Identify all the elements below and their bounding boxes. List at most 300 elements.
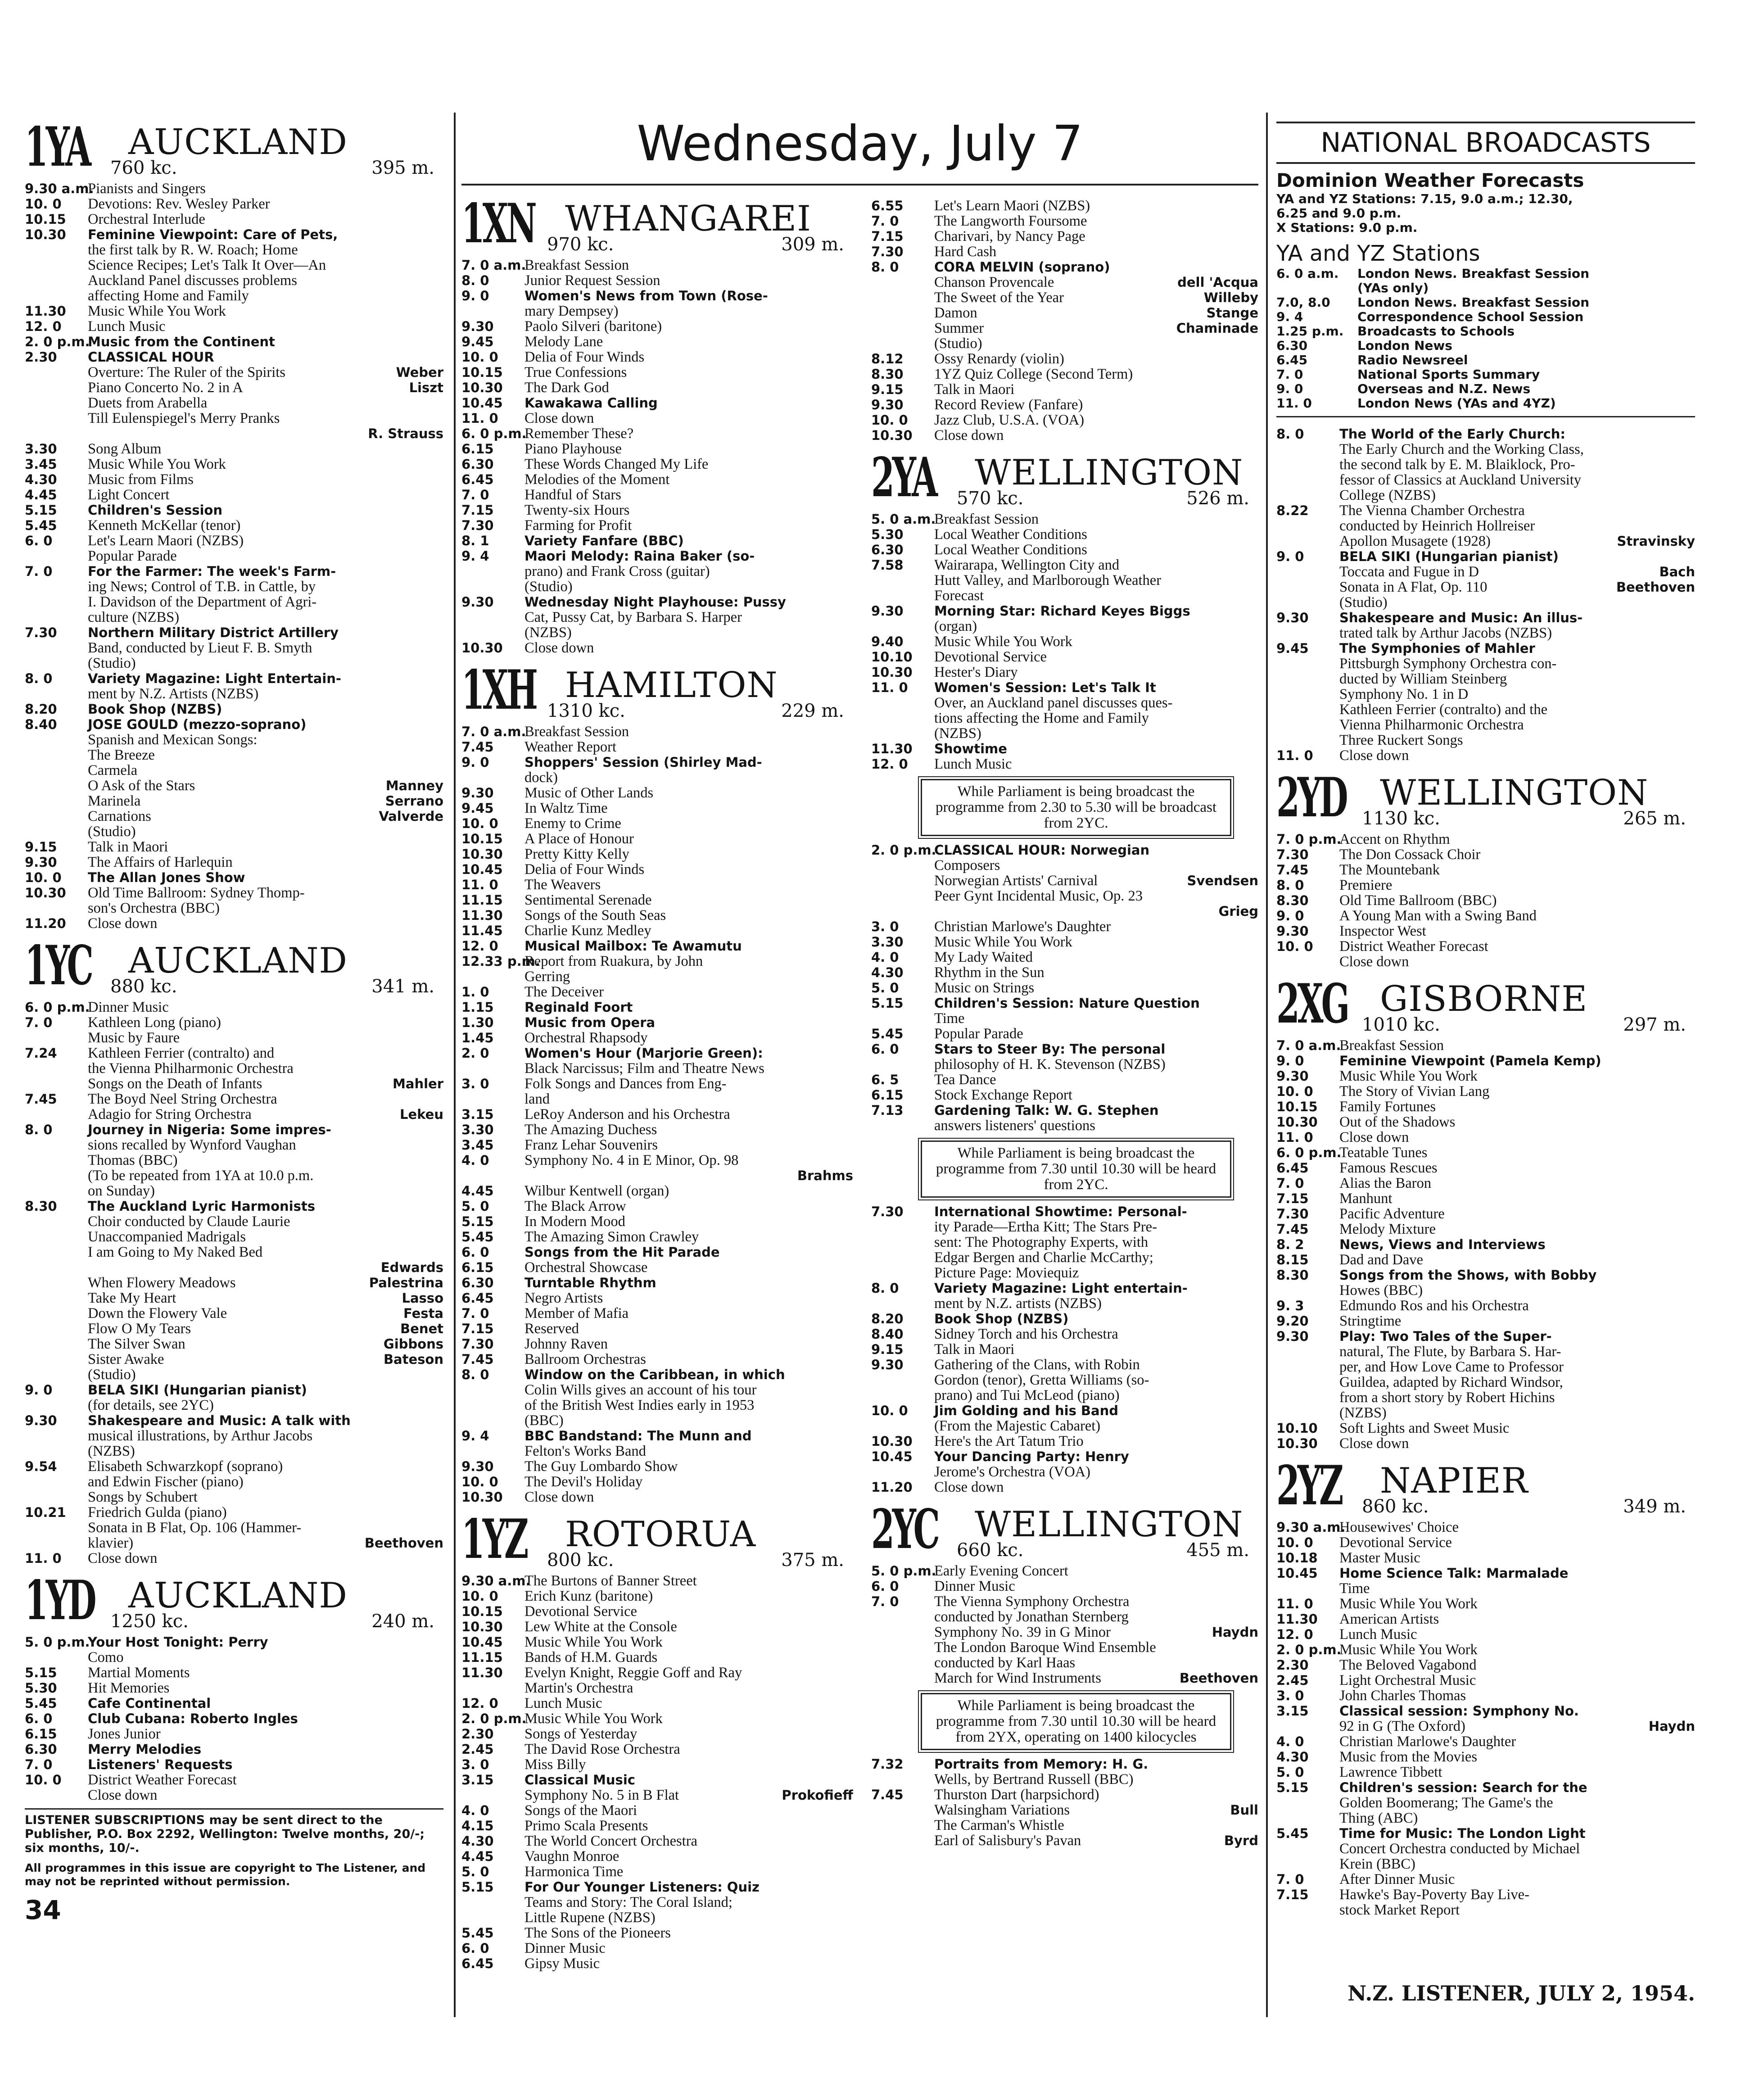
- time-label: 10. 0: [1276, 939, 1313, 954]
- s1xh-line: [461, 1398, 853, 1413]
- programme-text: 92 in G (The Oxford): [1339, 1719, 1465, 1734]
- programme-text: Hutt Valley, and Marlborough Weather: [934, 573, 1162, 588]
- programme-text: Thomas (BBC): [88, 1153, 178, 1168]
- time-label: 4.45: [461, 1183, 494, 1199]
- s1xh-line: [461, 1045, 853, 1061]
- time-label: 10.10: [871, 649, 913, 665]
- s2ya-line: [871, 1265, 1258, 1281]
- s1xn-line: [461, 457, 853, 472]
- programme-text: Paolo Silveri (baritone): [525, 319, 662, 334]
- station-header: [1276, 766, 1695, 830]
- programme-text: fessor of Classics at Auckland University: [1339, 472, 1582, 488]
- s2ya-line: [871, 842, 1258, 858]
- s2xg-line: [1276, 1237, 1695, 1252]
- station-header: [461, 658, 853, 722]
- time-label: 10. 0: [25, 1772, 62, 1788]
- time-label: 9. 3: [1276, 1298, 1304, 1313]
- time-label: 9.20: [1276, 1313, 1309, 1329]
- time-label: 11.30: [461, 908, 503, 923]
- station-block: [1276, 1454, 1695, 1918]
- programme-text: Talk in Maori: [934, 382, 1015, 397]
- s1xn-line: [461, 502, 853, 518]
- time-label: 9.54: [25, 1459, 57, 1474]
- s2ya-line: [871, 873, 1258, 888]
- programme-text: (To be repeated from 1YA at 10.0 p.m.: [88, 1168, 314, 1183]
- programme-text: London News. Breakfast Session: [1357, 266, 1590, 281]
- composer-name: Lasso: [402, 1290, 443, 1306]
- s_nat-line: [1276, 595, 1695, 610]
- time-label: 4.30: [871, 965, 904, 980]
- s1ya-line: [25, 181, 443, 196]
- time-label: 6.45: [1276, 353, 1308, 367]
- programme-text: March for Wind Instruments: [934, 1670, 1101, 1686]
- time-label: 8.30: [1276, 1267, 1309, 1283]
- time-label: 11. 0: [1276, 1596, 1313, 1611]
- programme-text: Music While You Work: [934, 934, 1072, 950]
- s2yz-line: [1276, 1611, 1695, 1627]
- programme-text: London News: [1357, 338, 1452, 353]
- time-label: 4.45: [25, 487, 57, 502]
- programme-text: Melodies of the Moment: [525, 472, 670, 487]
- programme-text: Close down: [934, 428, 1004, 443]
- composer-name: Brahms: [797, 1168, 853, 1183]
- programme-text: conducted by Jonathan Sternberg: [934, 1609, 1129, 1625]
- time-label: 9.30: [1276, 610, 1309, 625]
- programme-text: Pretty Kitty Kelly: [525, 846, 629, 862]
- time-label: 10.30: [1276, 1436, 1318, 1451]
- s1xn-line: [461, 258, 853, 273]
- s2yz-line: [1276, 1719, 1695, 1734]
- station-city: WHANGAREI: [565, 199, 811, 239]
- station-wavelength: 265 m.: [1623, 808, 1686, 829]
- programme-text: Soft Lights and Sweet Music: [1339, 1421, 1510, 1436]
- programme-text: Symphony No. 5 in B Flat: [525, 1788, 679, 1803]
- s1yz-line: [461, 1726, 853, 1742]
- station-city: NAPIER: [1380, 1461, 1528, 1501]
- programme-text: Music While You Work: [525, 1711, 663, 1726]
- programme-text: The World Concert Orchestra: [525, 1833, 697, 1849]
- s2yc-line: [871, 1625, 1258, 1640]
- s_nat-line: [1276, 488, 1695, 503]
- station-header: [1276, 1454, 1695, 1518]
- programme-text: Gardening Talk: W. G. Stephen: [934, 1103, 1159, 1118]
- programme-text: Weather Report: [525, 739, 617, 755]
- programme-text: Sidney Torch and his Orchestra: [934, 1326, 1118, 1342]
- station-frequency: 1010 kc.: [1362, 1014, 1440, 1035]
- s2yz-line: [1276, 1902, 1695, 1918]
- programme-text: Orchestral Interlude: [88, 212, 205, 227]
- time-label: 9. 4: [461, 548, 489, 564]
- s1yd-line: [25, 1680, 443, 1696]
- station-header: [461, 1507, 853, 1571]
- s_nat-line: [1276, 687, 1695, 702]
- s2ya-line: [871, 557, 1258, 573]
- time-label: 5. 0 p.m.: [25, 1634, 90, 1650]
- subscriptions-note: LISTENER SUBSCRIPTIONS may be sent direct to the Publisher, P.O. Box 2292, Wellington: Twelve months, 20/-; six months, 10/-.: [25, 1808, 443, 1855]
- programme-text: Premiere: [1339, 878, 1393, 893]
- time-label: 7.13: [871, 1103, 904, 1118]
- time-label: 6.30: [1276, 338, 1308, 353]
- s2xg-line: [1276, 1176, 1695, 1191]
- s2yd-line: [1276, 878, 1695, 893]
- s1ya-line: [25, 824, 443, 839]
- time-label: 7.30: [461, 1336, 494, 1352]
- s1xh-line: [461, 724, 853, 739]
- programme-text: Franz Lehar Souvenirs: [525, 1137, 658, 1153]
- programme-text: Auckland Panel discusses problems: [88, 273, 297, 288]
- station-block: [25, 1569, 443, 1803]
- s1xn-line: [461, 564, 853, 579]
- programme-text: Marinela: [88, 793, 141, 809]
- programme-text: Tea Dance: [934, 1072, 996, 1087]
- programme-text: Erich Kunz (baritone): [525, 1589, 653, 1604]
- time-label: 6. 0: [25, 533, 53, 548]
- s2yc-line: [871, 1756, 1258, 1772]
- s1yz-line: [461, 1910, 853, 1925]
- time-label: 4.30: [1276, 1749, 1309, 1765]
- programme-text: Time: [934, 1011, 965, 1026]
- programme-text: Maori Melody: Raina Baker (so-: [525, 548, 755, 564]
- weather-line: 6.25 and 9.0 p.m.: [1276, 206, 1402, 221]
- time-label: 9.30: [871, 1357, 904, 1372]
- programme-text: Edgar Bergen and Charlie McCarthy;: [934, 1250, 1153, 1265]
- programme-text: The Silver Swan: [88, 1336, 185, 1352]
- s_nat-line: [1276, 457, 1695, 472]
- s1xh-line: [461, 785, 853, 801]
- station-city: ROTORUA: [565, 1514, 756, 1555]
- time-label: 5. 0: [461, 1864, 489, 1879]
- s1yc-line: [25, 1168, 443, 1183]
- time-label: 10.45: [461, 862, 503, 877]
- programme-text: Toccata and Fugue in D: [1339, 564, 1479, 579]
- s2xg-line: [1276, 1421, 1695, 1436]
- s1yd-line: [25, 1650, 443, 1665]
- s1yz_cont-line: [871, 367, 1258, 382]
- programme-text: Devotions: Rev. Wesley Parker: [88, 196, 270, 212]
- s1yc-line: [25, 1428, 443, 1444]
- s1xh-line: [461, 892, 853, 908]
- programme-text: Kenneth McKellar (tenor): [88, 518, 241, 533]
- s2yz-line: [1276, 1841, 1695, 1856]
- programme-text: Musical Mailbox: Te Awamutu: [525, 938, 742, 954]
- s2ya-line: [871, 1041, 1258, 1057]
- programme-text: These Words Changed My Life: [525, 457, 709, 472]
- programme-text: culture (NZBS): [88, 610, 180, 625]
- programme-text: Thing (ABC): [1339, 1810, 1418, 1826]
- schedule-line: [1276, 382, 1695, 396]
- time-label: 9.45: [461, 801, 494, 816]
- s1xn-line: [461, 365, 853, 380]
- s1xn-line: [461, 349, 853, 365]
- programme-text: The Devil's Holiday: [525, 1474, 643, 1489]
- time-label: 8. 0: [461, 273, 489, 288]
- programme-text: Symphony No. 1 in D: [1339, 687, 1469, 702]
- composer-name: Bach: [1659, 564, 1695, 579]
- s1xh-line: [461, 1321, 853, 1336]
- s1xh-line: [461, 954, 853, 969]
- programme-text: LeRoy Anderson and his Orchestra: [525, 1107, 730, 1122]
- s1yc-line: [25, 1229, 443, 1245]
- s_nat-line: [1276, 717, 1695, 733]
- time-label: 10.45: [1276, 1566, 1318, 1581]
- programme-text: Wilbur Kentwell (organ): [525, 1183, 669, 1199]
- s1xh-line: [461, 1413, 853, 1428]
- s1yc-line: [25, 1107, 443, 1122]
- time-label: 12. 0: [1276, 1627, 1313, 1642]
- programme-text: The Langworth Foursome: [934, 213, 1087, 229]
- s2xg-line: [1276, 1130, 1695, 1145]
- time-label: 7.32: [871, 1756, 904, 1772]
- s2yd-line: [1276, 954, 1695, 969]
- station-wavelength: 349 m.: [1623, 1496, 1686, 1517]
- programme-text: (Studio): [88, 656, 136, 671]
- s1yz-line: [461, 1925, 853, 1941]
- s1yc-line: [25, 1061, 443, 1076]
- s1xh-line: [461, 1474, 853, 1489]
- programme-text: Hawke's Bay-Poverty Bay Live-: [1339, 1887, 1529, 1902]
- s2ya-line: [871, 1434, 1258, 1449]
- s1xn-line: [461, 319, 853, 334]
- date-heading: Wednesday, July 7: [637, 116, 1083, 172]
- programme-text: Bands of H.M. Guards: [525, 1650, 658, 1665]
- s1xn-line: [461, 518, 853, 533]
- station-code: 1YA: [25, 115, 89, 179]
- s2ya-line: [871, 904, 1258, 919]
- programme-text: Club Cubana: Roberto Ingles: [88, 1711, 298, 1726]
- programme-text: Close down: [525, 640, 594, 656]
- s1yc-line: [25, 1091, 443, 1107]
- programme-text: (BBC): [525, 1413, 564, 1428]
- programme-text: Music by Faure: [88, 1030, 180, 1045]
- s1xh-line: [461, 1153, 853, 1168]
- programme-text: Songs from the Shows, with Bobby: [1339, 1267, 1597, 1283]
- s2ya-line: [871, 1103, 1258, 1118]
- time-label: 5.45: [1276, 1826, 1309, 1841]
- programme-text: Earl of Salisbury's Pavan: [934, 1833, 1081, 1848]
- time-label: 10.45: [461, 1634, 503, 1650]
- time-label: 5.45: [25, 518, 57, 533]
- time-label: 8. 0: [1276, 878, 1304, 893]
- time-label: 9.30 a.m.: [25, 181, 94, 196]
- programme-text: JOSE GOULD (mezzo-soprano): [88, 717, 307, 732]
- weather-line: X Stations: 9.0 p.m.: [1276, 220, 1418, 235]
- s_nat-line: [1276, 549, 1695, 564]
- s1ya-line: [25, 747, 443, 763]
- programme-text: Lunch Music: [88, 319, 166, 334]
- s1yc-line: [25, 1352, 443, 1367]
- time-label: 12. 0: [461, 1696, 498, 1711]
- station-wavelength: 395 m.: [371, 158, 434, 178]
- programme-text: The Sons of the Pioneers: [525, 1925, 671, 1941]
- station-wavelength: 240 m.: [371, 1611, 434, 1632]
- time-label: 7. 0 p.m.: [1276, 832, 1342, 847]
- programme-text: prano) and Frank Cross (guitar): [525, 564, 710, 579]
- time-label: 7.45: [1276, 862, 1309, 878]
- time-label: 6. 5: [871, 1072, 899, 1087]
- time-label: 7.30: [1276, 847, 1309, 862]
- s1ya-line: [25, 702, 443, 717]
- ya-yz-schedule: [1276, 267, 1695, 411]
- s1yd-line: [25, 1757, 443, 1772]
- time-label: 6. 0: [25, 1711, 53, 1726]
- time-label: 9.45: [1276, 641, 1309, 656]
- time-label: 11.30: [461, 1665, 503, 1680]
- time-label: 6.55: [871, 198, 904, 213]
- programme-text: Close down: [525, 1489, 594, 1505]
- station-frequency: 800 kc.: [547, 1550, 614, 1570]
- time-label: 10.45: [871, 1449, 913, 1464]
- programme-text: The London Baroque Wind Ensemble: [934, 1640, 1156, 1655]
- s1xh-line: [461, 862, 853, 877]
- s1yz_cont-line: [871, 275, 1258, 290]
- s1yc-line: [25, 1474, 443, 1489]
- s2ya-line: [871, 1357, 1258, 1372]
- s1xh-line: [461, 908, 853, 923]
- s2yz-line: [1276, 1872, 1695, 1887]
- s1ya-line: [25, 671, 443, 686]
- s2ya-line: [871, 527, 1258, 542]
- programme-text: The Beloved Vagabond: [1339, 1657, 1477, 1673]
- s2yz-line: [1276, 1765, 1695, 1780]
- time-label: 11.20: [871, 1480, 913, 1495]
- s2xg-line: [1276, 1283, 1695, 1298]
- time-label: 10. 0: [25, 870, 62, 885]
- s2ya-line: [871, 756, 1258, 772]
- time-label: 2. 0: [461, 1045, 489, 1061]
- s2ya-line: [871, 980, 1258, 996]
- s2yz-line: [1276, 1749, 1695, 1765]
- programme-text: Sister Awake: [88, 1352, 164, 1367]
- time-label: 9. 0: [461, 755, 489, 770]
- programme-text: Close down: [1339, 1436, 1409, 1451]
- s_nat-line: [1276, 671, 1695, 687]
- s1xn-line: [461, 303, 853, 319]
- station-block: [1276, 426, 1695, 763]
- time-label: 9.30: [461, 1459, 494, 1474]
- programme-text: Jerome's Orchestra (VOA): [934, 1464, 1090, 1480]
- programme-text: Walsingham Variations: [934, 1802, 1070, 1818]
- s1xn-line: [461, 395, 853, 411]
- programme-text: I am Going to My Naked Bed: [88, 1245, 263, 1260]
- programme-text: answers listeners' questions: [934, 1118, 1095, 1133]
- programme-text: 1YZ Quiz College (Second Term): [934, 367, 1133, 382]
- programme-text: Martin's Orchestra: [525, 1680, 633, 1696]
- time-label: 9. 4: [461, 1428, 489, 1444]
- composer-name: Valverde: [379, 809, 443, 824]
- programme-text: Delia of Four Winds: [525, 862, 645, 877]
- programme-text: Feminine Viewpoint: Care of Pets,: [88, 227, 338, 242]
- s1xh-line: [461, 1076, 853, 1091]
- programme-text: Music While You Work: [1339, 1068, 1478, 1084]
- programme-text: Music from Films: [88, 472, 194, 487]
- time-label: 12. 0: [25, 319, 62, 334]
- time-label: 9.15: [25, 839, 57, 855]
- s1xn-line: [461, 610, 853, 625]
- s2xg-line: [1276, 1053, 1695, 1068]
- s1yz-line: [461, 1711, 853, 1726]
- schedule-line: [1276, 396, 1695, 411]
- s_nat-line: [1276, 656, 1695, 671]
- time-label: 9. 0: [1276, 1053, 1304, 1068]
- s1yz-line: [461, 1833, 853, 1849]
- programme-text: Thurston Dart (harpsichord): [934, 1787, 1099, 1802]
- programme-text: Music While You Work: [88, 303, 226, 319]
- programme-text: Merry Melodies: [88, 1742, 202, 1757]
- s1yc-line: [25, 1199, 443, 1214]
- station-wavelength: 341 m.: [371, 976, 434, 997]
- s1xh-line: [461, 1306, 853, 1321]
- programme-text: The Deceiver: [525, 984, 604, 1000]
- programme-text: Songs of Yesterday: [525, 1726, 638, 1742]
- station-block: [1276, 972, 1695, 1451]
- programme-text: Classical Music: [525, 1772, 635, 1788]
- s2yz-line: [1276, 1734, 1695, 1749]
- programme-text: Close down: [88, 916, 158, 931]
- time-label: 3.30: [461, 1122, 494, 1137]
- programme-text: A Young Man with a Swing Band: [1339, 908, 1537, 923]
- programme-text: Manhunt: [1339, 1191, 1393, 1206]
- programme-text: mary Dempsey): [525, 303, 619, 319]
- time-label: 12. 0: [871, 756, 908, 772]
- programme-text: Norwegian Artists' Carnival: [934, 873, 1098, 888]
- s2xg-line: [1276, 1267, 1695, 1283]
- time-label: 8.20: [25, 702, 57, 717]
- programme-text: Shakespeare and Music: An illus-: [1339, 610, 1583, 625]
- time-label: 10. 0: [461, 816, 498, 831]
- time-label: 1.30: [461, 1015, 494, 1030]
- s2ya-line: [871, 1087, 1258, 1103]
- programme-text: Martial Moments: [88, 1665, 190, 1680]
- programme-text: Dinner Music: [525, 1941, 606, 1956]
- s2ya-line: [871, 680, 1258, 695]
- composer-name: Stange: [1206, 305, 1258, 321]
- time-label: 4. 0: [1276, 1734, 1304, 1749]
- s1xn-line: [461, 334, 853, 349]
- parliament-notice: While Parliament is being broadcast the programme from 2.30 to 5.30 will be broadcast from 2YC.: [921, 779, 1231, 836]
- programme-text: Popular Parade: [88, 548, 177, 564]
- s1xh-line: [461, 1382, 853, 1398]
- time-label: 9.15: [871, 382, 904, 397]
- s_nat-line: [1276, 702, 1695, 717]
- s1xh-line: [461, 1489, 853, 1505]
- station-code: 1XH: [461, 658, 536, 722]
- time-label: 6. 0 a.m.: [1276, 266, 1339, 281]
- programme-text: Women's Session: Let's Talk It: [934, 680, 1156, 695]
- programme-text: Charivari, by Nancy Page: [934, 229, 1085, 244]
- time-label: 11.30: [1276, 1611, 1318, 1627]
- station-block: [871, 446, 1258, 1495]
- page-number: 34: [25, 1895, 61, 1925]
- time-label: 9.15: [871, 1342, 904, 1357]
- station-block: [25, 115, 443, 931]
- programme-text: Close down: [1339, 748, 1409, 763]
- composer-name: Svendsen: [1187, 873, 1258, 888]
- time-label: 2.45: [461, 1742, 494, 1757]
- time-label: 9.30: [871, 603, 904, 619]
- time-label: 7. 0: [461, 487, 489, 502]
- programme-text: Guildea, adapted by Richard Windsor,: [1339, 1375, 1563, 1390]
- station-city: WELLINGTON: [975, 1504, 1244, 1545]
- s1yz_cont-line: [871, 198, 1258, 213]
- s1xn-line: [461, 273, 853, 288]
- time-label: 10. 0: [1276, 1535, 1313, 1550]
- time-label: 10.30: [461, 380, 503, 395]
- programme-text: Kathleen Ferrier (contralto) and the: [1339, 702, 1548, 717]
- s1yc-line: [25, 1535, 443, 1551]
- s1yc-line: [25, 1076, 443, 1091]
- programme-text: Pianists and Singers: [88, 181, 206, 196]
- programme-text: Negro Artists: [525, 1290, 603, 1306]
